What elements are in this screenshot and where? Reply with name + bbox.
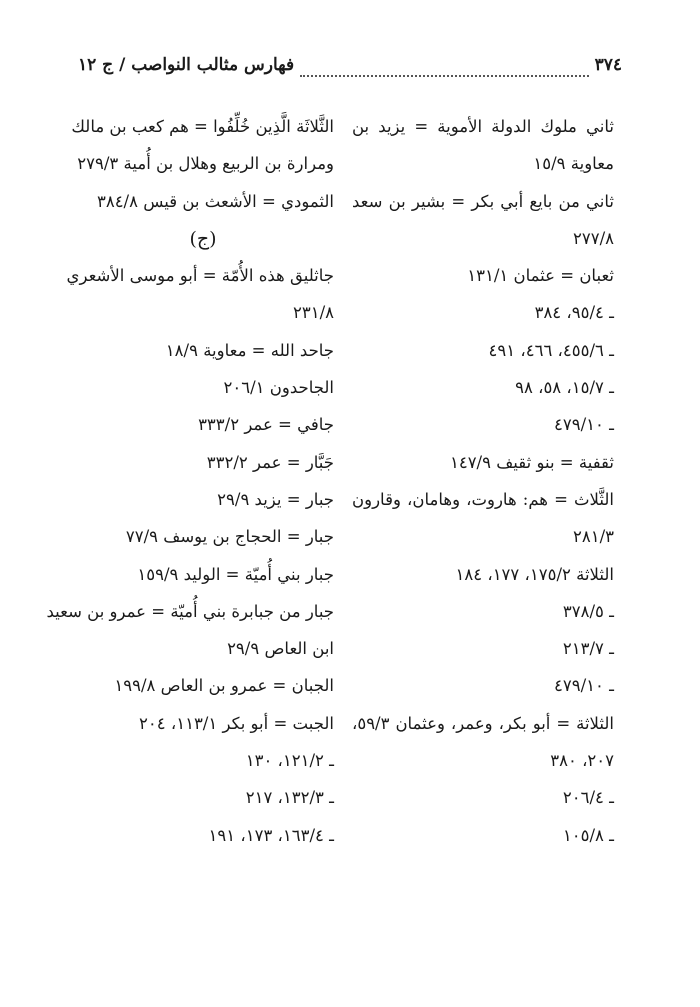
page-number: ٣٧٤ — [594, 55, 622, 75]
index-entry: ثاني من بايع أبي بكر = بشير بن سعد — [352, 191, 614, 211]
running-header — [78, 55, 622, 85]
index-entry: جَبَّار = عمر ٣٣٢/٢ — [206, 452, 334, 472]
index-entry: الثمودي = الأشعث بن قيس ٣٨٤/٨ — [96, 191, 334, 211]
index-entry: ٢٧٧/٨ — [572, 228, 614, 248]
index-entry: جاحد الله = معاوية ١٨/٩ — [165, 340, 334, 360]
index-entry: جافي = عمر ٣٣٣/٢ — [198, 415, 334, 435]
index-entry: معاوية ١٥/٩ — [533, 154, 614, 174]
right-column — [352, 112, 614, 858]
running-title: فهارس مثالب النواصب / ج ١٢ — [78, 55, 295, 75]
index-entry: الجبت = أبو بكر ١١٣/١، ٢٠٤ — [139, 713, 334, 733]
index-entry: الجبان = عمرو بن العاص ١٩٩/٨ — [114, 676, 334, 696]
index-entry: ـ ٣٧٨/٥ — [562, 601, 614, 621]
index-entry: ـ ١٦٣/٤، ١٧٣، ١٩١ — [208, 825, 334, 845]
index-entry: ٢٨١/٣ — [572, 527, 614, 547]
index-entry: ومرارة بن الربيع وهلال بن أُمية ٢٧٩/٣ — [77, 154, 334, 174]
index-entry: الثَّلاث = هم: هاروت، وهامان، وقارون — [352, 489, 614, 509]
index-entry: ٢٣١/٨ — [292, 303, 334, 323]
left-column — [46, 112, 334, 858]
index-entry: ـ ٤٧٩/١٠ — [554, 676, 614, 696]
index-entry: ـ ١٥/٧، ٥٨، ٩٨ — [515, 378, 614, 398]
index-entry: الثلاثة ١٧٥/٢، ١٧٧، ١٨٤ — [455, 564, 614, 584]
index-entry: جبار من جبابرة بني أُميّة = عمرو بن سعيد — [46, 601, 334, 621]
index-entry: ابن العاص ٢٩/٩ — [227, 639, 334, 659]
header-leader-dots — [300, 63, 588, 77]
index-entry: ثاني ملوك الدولة الأموية = يزيد بن — [352, 117, 614, 136]
index-entry: ـ ٩٥/٤، ٣٨٤ — [534, 303, 614, 323]
index-entry: ـ ١٠٥/٨ — [562, 825, 614, 845]
index-entry: ـ ٢١٣/٧ — [562, 639, 614, 659]
section-letter-heading: (ج) — [189, 227, 217, 250]
index-entry: ثقفية = بنو ثقيف ١٤٧/٩ — [449, 452, 614, 472]
index-entry: ـ ١٢١/٢، ١٣٠ — [245, 751, 334, 771]
index-entry: الثلاثة = أبو بكر، وعمر، وعثمان ٥٩/٣، — [352, 713, 614, 733]
index-entry: ـ ٤٥٥/٦، ٤٦٦، ٤٩١ — [488, 340, 614, 360]
index-entry: الجاحدون ٢٠٦/١ — [223, 378, 334, 398]
index-entry: ـ ٤٧٩/١٠ — [554, 415, 614, 435]
index-entry: جبار = يزيد ٢٩/٩ — [217, 489, 334, 509]
index-entry: جبار بني أُميّة = الوليد ١٥٩/٩ — [137, 564, 334, 584]
index-entry: الثَّلاثَة الَّذِين خُلِّفُوا = هم كعب بن مالك — [71, 117, 334, 136]
index-entry: ـ ١٣٢/٣، ٢١٧ — [245, 788, 334, 808]
index-entry: جاثليق هذه الأُمّة = أبو موسى الأشعري — [66, 266, 334, 286]
index-entry: جبار = الحجاج بن يوسف ٧٧/٩ — [125, 527, 334, 547]
index-entry: ثعبان = عثمان ١٣١/١ — [467, 266, 614, 286]
index-entry: ٢٠٧، ٣٨٠ — [550, 751, 614, 771]
index-entry: ـ ٢٠٦/٤ — [562, 788, 614, 808]
